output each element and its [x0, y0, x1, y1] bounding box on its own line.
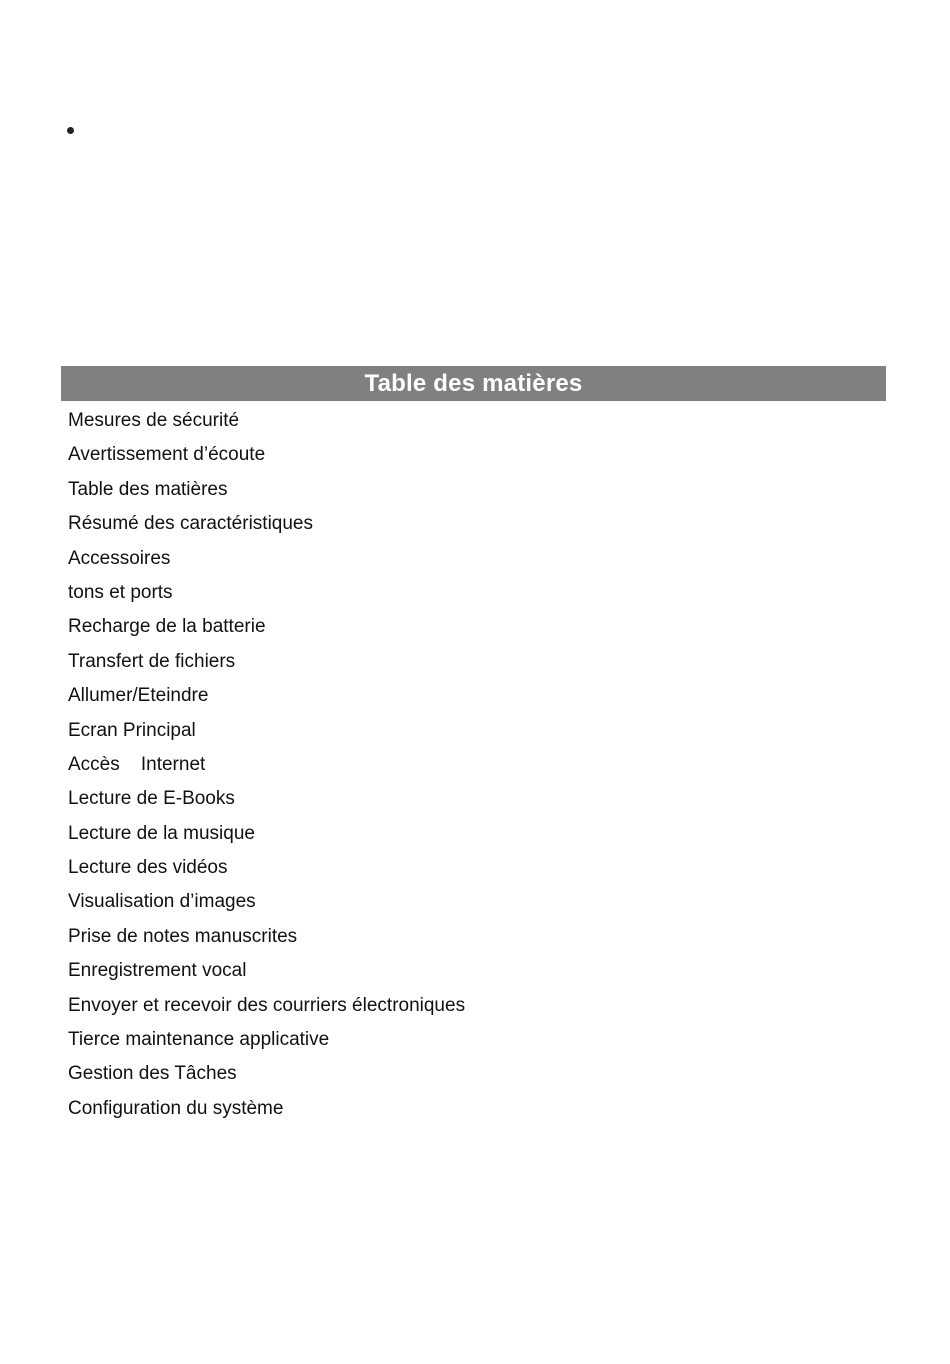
toc-item[interactable]: Lecture des vidéos	[68, 857, 228, 879]
toc-item[interactable]: Accessoires	[68, 547, 171, 569]
toc-item[interactable]: Envoyer et recevoir des courriers électroniques	[68, 994, 466, 1016]
toc-item[interactable]: Tierce maintenance applicative	[68, 1029, 330, 1051]
toc-item[interactable]: Résumé des caractéristiques	[68, 513, 313, 535]
toc-item[interactable]: Gestion des Tâches	[68, 1063, 237, 1085]
toc-item[interactable]: Lecture de la musique	[68, 822, 255, 844]
toc-item[interactable]: Avertissement d’écoute	[68, 444, 266, 466]
toc-item[interactable]: tons et ports	[68, 581, 173, 603]
toc-item[interactable]: Transfert de fichiers	[68, 650, 236, 672]
toc-item[interactable]: Mesures de sécurité	[68, 410, 240, 431]
toc-item[interactable]: Lecture de E-Books	[68, 788, 235, 810]
toc-header	[61, 366, 886, 401]
toc-title: Table des matières	[364, 369, 583, 397]
toc-item[interactable]: Visualisation d’images	[68, 891, 256, 913]
toc-list	[68, 404, 465, 1126]
toc-item[interactable]: Prise de notes manuscrites	[68, 925, 298, 947]
toc-item[interactable]: Accès Internet	[68, 753, 206, 775]
toc-item[interactable]: Recharge de la batterie	[68, 616, 266, 638]
toc-item[interactable]: Ecran Principal	[68, 719, 196, 741]
bullet-dot	[67, 127, 74, 134]
toc-item[interactable]: Allumer/Eteindre	[68, 685, 209, 707]
toc-item[interactable]: Configuration du système	[68, 1097, 284, 1119]
toc-item[interactable]: Table des matières	[68, 478, 228, 500]
toc-item[interactable]: Enregistrement vocal	[68, 960, 247, 982]
